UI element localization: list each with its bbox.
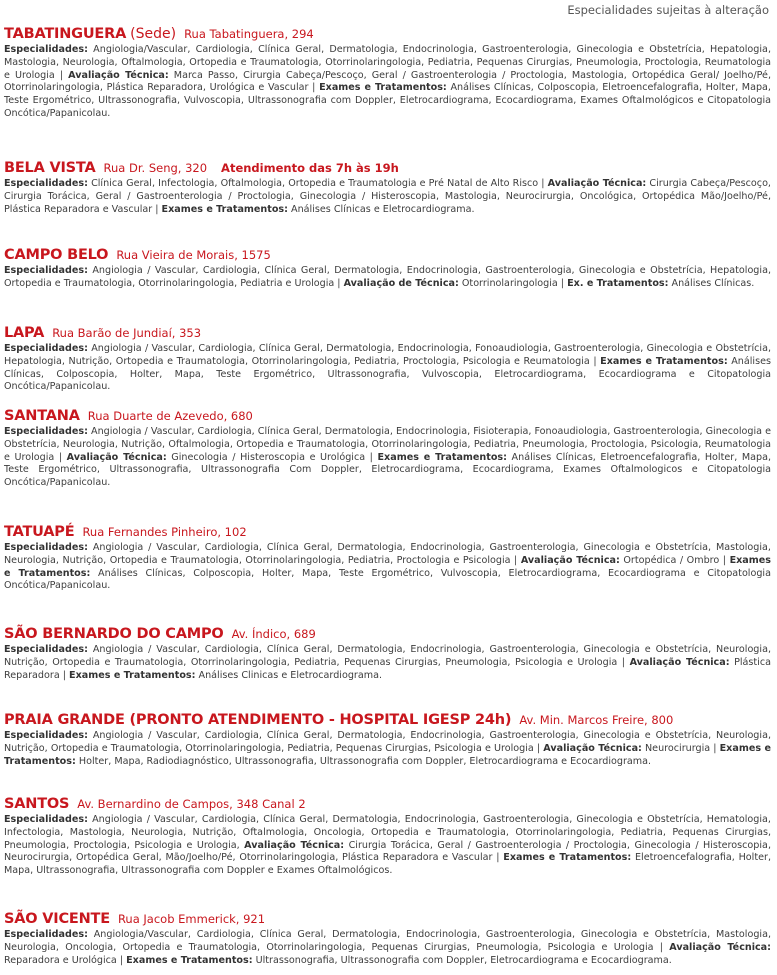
unit-header xyxy=(4,624,771,643)
unit-header xyxy=(4,24,771,43)
service-category-label: Especialidades: xyxy=(4,644,88,655)
service-list: Plástica Reparadora | xyxy=(4,656,771,681)
unit-services xyxy=(4,929,771,967)
specialties-disclaimer: Especialidades sujeitas à alteração xyxy=(567,3,769,17)
service-category-label: Especialidades: xyxy=(4,542,88,553)
unit-santos xyxy=(4,794,771,878)
service-category-label: Exames e Tratamentos: xyxy=(600,355,728,367)
unit-services xyxy=(4,730,771,768)
service-category-label: Especialidades: xyxy=(4,265,88,276)
service-category-label: Exames e Tratamentos: xyxy=(4,554,771,579)
service-category-label: Exames e Tratamentos: xyxy=(377,451,507,463)
service-list: Angiologia / Vascular, Cardiologia, Clínica Geral, Dermatologia, Endocrinologia, Gastroenterologia, Ginecologia e Obstetrícia, Mastologia, Neurologia, Nutrição, Ortopedia e Traumatologia, Otorrinolaringologia, Pediatria, Proctologia e Psicologia | xyxy=(4,542,771,566)
service-category-label: Avaliação Técnica: xyxy=(669,941,771,953)
unit-campo-belo xyxy=(4,245,771,291)
service-list: Angiologia / Vascular, Cardiologia, Clínica Geral, Dermatologia, Endocrinologia, Gastroenterologia, Ginecologia e Obstetrícia, Neurologia, Nutrição, Ortopedia e Traumatologia, Otorrinolaringologia, Pediatria, Pequenas Cirurgias, Pneumologia, Psicologia e Urologia | xyxy=(4,644,771,668)
unit-sao-vicente xyxy=(4,909,771,967)
unit-lapa xyxy=(4,323,771,394)
unit-header xyxy=(4,794,771,813)
service-list: Análises Clínicas, Colposcopia, Eletroencefalografia, Holter, Mapa, Teste Ergométrico, Ultrassonografia, Vulvoscopia, Ultrassonografia com Doppler, Eletrocardiograma, Ecocardiograma, Exames Oftalmológicos e Citopatologia Oncótica/Papanicolau. xyxy=(4,82,771,119)
service-list: Análises Clínicas e Eletrocardiograma. xyxy=(287,203,475,215)
unit-services xyxy=(4,426,771,490)
service-category-label: Especialidades: xyxy=(4,343,88,354)
unit-address: Rua Vieira de Morais, 1575 xyxy=(116,248,271,262)
service-category-label: Avaliação Técnica: xyxy=(244,839,345,851)
unit-address: Rua Duarte de Azevedo, 680 xyxy=(87,409,253,423)
unit-address: Rua Tabatinguera, 294 xyxy=(184,27,314,41)
unit-header xyxy=(4,323,771,342)
service-category-label: Especialidades: xyxy=(4,814,88,825)
service-category-label: Exames e Tratamentos: xyxy=(126,954,253,966)
service-list: Análises Clínicas. xyxy=(668,277,755,289)
unit-services xyxy=(4,343,771,394)
unit-services xyxy=(4,265,771,291)
service-list: Otorrinolaringologia | xyxy=(458,277,568,289)
unit-name: TATUAPÉ xyxy=(4,524,75,540)
unit-header xyxy=(4,909,771,928)
unit-header xyxy=(4,406,771,425)
unit-name: BELA VISTA xyxy=(4,160,96,176)
unit-address: Av. Min. Marcos Freire, 800 xyxy=(519,713,674,727)
service-list: Angiologia / Vascular, Cardiologia, Clínica Geral, Dermatologia, Endocrinologia, Fonoaudiologia, Gastroenterologia, Ginecologia e Obstetrícia, Hepatologia, Nutrição, Ortopedia e Traumatologia, Otorrinolaringologia, Pediatria, Proctologia, Psicologia e Reumatologia | xyxy=(4,343,771,367)
unit-name: SÃO VICENTE xyxy=(4,911,110,927)
unit-sede-tag: (Sede) xyxy=(130,26,177,42)
unit-santana xyxy=(4,406,771,490)
service-category-label: Ex. e Tratamentos: xyxy=(567,277,669,289)
service-list: Análises Clínicas, Eletroencefalografia, Holter, Mapa, Teste Ergométrico, Ultrassonografia, Ultrassonografia Com Doppler, Eletrocardiograma, Ecocardiograma, Exames Oftalmologicos e Citopatologia Oncótica/Papanicolau. xyxy=(4,451,771,489)
unit-services xyxy=(4,644,771,682)
service-list: Angiologia/Vascular, Cardiologia, Clínica Geral, Dermatologia, Endocrinologia, Gastroenterologia, Ginecologia e Obstetrícia, Hepatologia, Mastologia, Neurologia, Oftalmologia, Ortopedia e Traumatologia, Otorrinolaringologia, Pediatria, Pequenas Cirurgias, Pneumologia, Proctologia, Reumatologia e Urologia | xyxy=(4,44,771,81)
service-category-label: Exames e Tratamentos: xyxy=(503,852,632,864)
service-category-label: Exames e Tratamentos: xyxy=(161,203,288,215)
unit-name: PRAIA GRANDE (PRONTO ATENDIMENTO - HOSPITAL IGESP 24h) xyxy=(4,712,512,728)
service-category-label: Avaliação Técnica: xyxy=(629,656,730,668)
service-list: Marca Passo, Cirurgia Cabeça/Pescoço, Geral / Gastroenterologia / Proctologia, Mastologia, Ortopédica Geral/ Joelho/Pé, Otorrinolaringologia, Plástica Reparadora, Urológica e Vascular | xyxy=(4,69,771,94)
unit-name: SANTANA xyxy=(4,408,80,424)
service-category-label: Avaliação Técnica: xyxy=(66,451,167,463)
service-list: Análises Clínicas, Colposcopia, Holter, Mapa, Teste Ergométrico, Vulvoscopia, Eletrocardiograma, Ecocardiograma e Citopatologia Oncótica/Papanicolau. xyxy=(4,567,771,592)
unit-header xyxy=(4,710,771,729)
unit-name: TABATINGUERA xyxy=(4,26,127,42)
unit-tabatinguera xyxy=(4,24,771,121)
unit-praia-grande xyxy=(4,710,771,768)
service-list: Neurocirurgia | xyxy=(641,742,720,754)
unit-tatuape xyxy=(4,522,771,593)
unit-services xyxy=(4,542,771,593)
unit-name: CAMPO BELO xyxy=(4,247,109,263)
service-list: Angiologia / Vascular, Cardiologia, Clínica Geral, Dermatologia, Endocrinologia, Gastroenterologia, Ginecologia e Obstetrícia, Hematologia, Infectologia, Mastologia, Neurologia, Nutrição, Oftalmologia, Oncologia, Ortopedia e Traumatologia, Otorrinolaringologia, Pediatria, Pequenas Cirurgias, Pneumologia, Proctologia, Psicologia e Urologia, xyxy=(4,814,771,851)
unit-services xyxy=(4,814,771,878)
unit-bela-vista xyxy=(4,158,771,216)
unit-name: SÃO BERNARDO DO CAMPO xyxy=(4,626,224,642)
service-list: Ortopédica / Ombro | xyxy=(619,554,730,566)
unit-services xyxy=(4,44,771,121)
service-list: Cirurgia Torácica, Geral / Gastroenterologia / Proctologia, Ginecologia / Histeroscopia, Neurocirurgia, Ortopédica Geral, Mão/Joelho/Pé, Otorrinolaringologia, Plástica Reparadora e Vascular | xyxy=(4,839,771,864)
service-category-label: Avaliação Técnica: xyxy=(543,742,642,754)
service-category-label: Exames e Tratamentos: xyxy=(319,82,447,94)
service-list: Holter, Mapa, Radiodiagnóstico, Ultrassonografia, Ultrassonografia com Doppler, Eletrocardiograma e Ecocardiograma. xyxy=(75,755,652,767)
service-list: Eletroencefalografia, Holter, Mapa, Ultrassonografia, Ultrassonografia com Doppler e Exames Oftalmológicos. xyxy=(4,852,771,877)
unit-address: Av. Índico, 689 xyxy=(231,627,316,641)
unit-hours: Atendimento das 7h às 19h xyxy=(221,161,399,175)
unit-address: Av. Bernardino de Campos, 348 Canal 2 xyxy=(77,797,306,811)
service-category-label: Especialidades: xyxy=(4,426,88,437)
unit-name: SANTOS xyxy=(4,796,70,812)
unit-header xyxy=(4,245,771,264)
service-category-label: Avaliação Técnica: xyxy=(520,554,620,566)
unit-sao-bernardo-do-campo xyxy=(4,624,771,682)
unit-address: Rua Dr. Seng, 320 xyxy=(103,161,208,175)
service-category-label: Exames e Tratamentos: xyxy=(4,742,771,767)
service-category-label: Especialidades: xyxy=(4,178,88,189)
service-category-label: Avaliação Técnica: xyxy=(547,178,647,189)
unit-address: Rua Fernandes Pinheiro, 102 xyxy=(82,525,247,539)
service-category-label: Avaliação de Técnica: xyxy=(343,277,459,289)
service-category-label: Exames e Tratamentos: xyxy=(69,669,196,681)
unit-name: LAPA xyxy=(4,325,45,341)
service-list: Angiologia / Vascular, Cardiologia, Clínica Geral, Dermatologia, Endocrinologia, Fisioterapia, Fonoaudiologia, Gastroenterologia, Ginecologia e Obstetrícia, Neurologia, Nutrição, Oftalmologia, Ortopedia e Traumatologia, Otorrinolaringologia, Pediatria, Pneumologia, Proctologia, Psicologia, Reumatologia e Urologia | xyxy=(4,426,771,463)
unit-address: Rua Jacob Emmerick, 921 xyxy=(117,912,266,926)
unit-services xyxy=(4,178,771,216)
service-list: Análises Clínicas, Colposcopia, Holter, Mapa, Teste Ergométrico, Ultrassonografia, Vulvoscopia, Eletrocardiograma, Ecocardiograma e Citopatologia Oncótica/Papanicolau. xyxy=(4,355,771,393)
service-category-label: Especialidades: xyxy=(4,730,88,741)
unit-address: Rua Barão de Jundiaí, 353 xyxy=(52,326,202,340)
service-list: Ultrassonografia, Ultrassonografia com Doppler, Eletrocardiograma e Ecocardiograma. xyxy=(252,954,672,966)
service-category-label: Especialidades: xyxy=(4,929,88,940)
service-list: Reparadora e Urológica | xyxy=(4,954,127,966)
unit-header xyxy=(4,158,771,177)
service-list: Angiologia / Vascular, Cardiologia, Clínica Geral, Dermatologia, Endocrinologia, Gastroenterologia, Ginecologia e Obstetrícia, Hepatologia, Ortopedia e Traumatologia, Otorrinolaringologia, Pediatria e Urologia | xyxy=(4,265,771,289)
service-list: Análises Clinicas e Eletrocardiograma. xyxy=(195,669,383,681)
service-list: Cirurgia Cabeça/Pescoço, Cirurgia Torácica, Geral / Gastroenterologia / Proctologia, Ginecologia / Histeroscopia, Mastologia, Neurocirurgia, Oncológica, Ortopédica Mão/Joelho/Pé, Plástica Reparadora e Vascular | xyxy=(4,178,771,215)
service-list: Angiologia / Vascular, Cardiologia, Clínica Geral, Dermatologia, Endocrinologia, Gastroenterologia, Ginecologia e Obstetrícia, Neurologia, Nutrição, Ortopedia e Traumatologia, Otorrinolaringologia, Pediatria, Pequenas Cirurgias, Psicologia e Urologia | xyxy=(4,730,771,754)
service-category-label: Especialidades: xyxy=(4,44,88,55)
service-category-label: Avaliação Técnica: xyxy=(68,69,169,81)
service-list: Ginecologia / Histeroscopia e Urológica | xyxy=(166,451,378,463)
unit-header xyxy=(4,522,771,541)
service-list: Angiologia/Vascular, Cardiologia, Clínica Geral, Dermatologia, Endocrinologia, Gastroenterologia, Ginecologia e Obstetrícia, Mastologia, Neurologia, Oncologia, Ortopedia e Traumatologia, Otorrinolaringologia, Pequenas Cirurgias, Pneumologia, Psicologia e Urologia | xyxy=(4,929,771,953)
service-list: Clínica Geral, Infectologia, Oftalmologia, Ortopedia e Traumatologia e Pré Natal de Alto Risco | xyxy=(87,178,548,189)
